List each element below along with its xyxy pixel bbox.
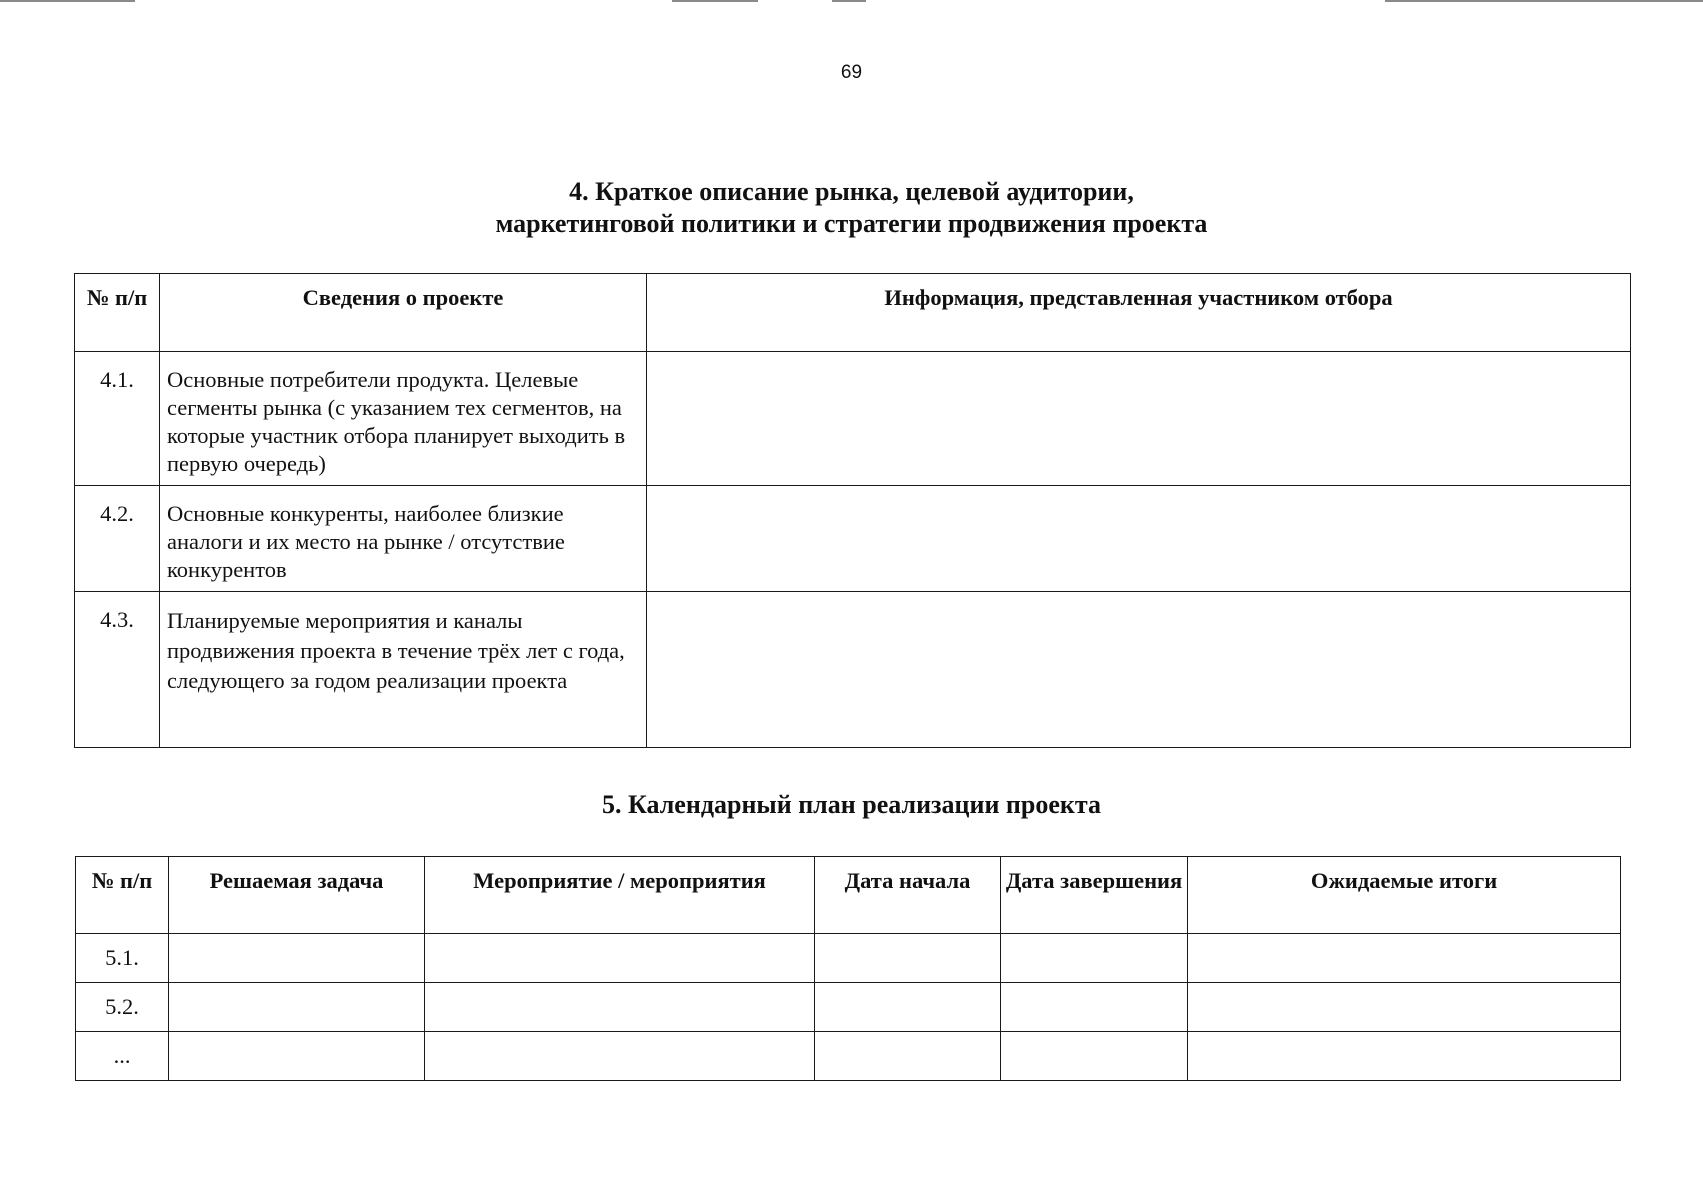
header-task: Решаемая задача — [169, 857, 425, 934]
page-number: 69 — [840, 62, 863, 83]
row-number: 5.1. — [76, 934, 169, 983]
row-number: 4.2. — [75, 486, 160, 592]
row-number: ... — [76, 1032, 169, 1081]
row-description: Основные потребители продукта. Целевые сегменты рынка (с указанием тех сегментов, на которые участник отбора планирует выходить в первую очередь) — [160, 352, 647, 486]
header-event: Мероприятие / мероприятия — [425, 857, 815, 934]
table-row — [75, 486, 1631, 592]
results-cell[interactable] — [1188, 1032, 1621, 1081]
table-header-row — [76, 857, 1621, 934]
task-cell[interactable] — [169, 1032, 425, 1081]
end-date-cell[interactable] — [1001, 1032, 1188, 1081]
section-4-heading — [0, 176, 1703, 240]
task-cell[interactable] — [169, 934, 425, 983]
start-date-cell[interactable] — [815, 1032, 1001, 1081]
event-cell[interactable] — [425, 934, 815, 983]
event-cell[interactable] — [425, 983, 815, 1032]
header-participant-info: Информация, представленная участником отбора — [647, 274, 1631, 352]
row-description: Планируемые мероприятия и каналы продвижения проекта в течение трёх лет с года, следующего за годом реализации проекта — [160, 592, 647, 748]
results-cell[interactable] — [1188, 983, 1621, 1032]
answer-cell[interactable] — [647, 352, 1631, 486]
header-project-info: Сведения о проекте — [160, 274, 647, 352]
scan-artifact — [832, 0, 866, 2]
header-end-date: Дата завершения — [1001, 857, 1188, 934]
section-5-heading: 5. Календарный план реализации проекта — [601, 790, 1101, 819]
table-row — [76, 1032, 1621, 1081]
scan-artifact — [0, 0, 135, 2]
header-expected-results: Ожидаемые итоги — [1188, 857, 1621, 934]
table-row — [76, 934, 1621, 983]
results-cell[interactable] — [1188, 934, 1621, 983]
header-num: № п/п — [76, 857, 169, 934]
answer-cell[interactable] — [647, 486, 1631, 592]
section-4-heading-line1: 4. Краткое описание рынка, целевой аудитории, — [569, 177, 1134, 206]
table-row — [75, 352, 1631, 486]
table-row — [75, 592, 1631, 748]
start-date-cell[interactable] — [815, 983, 1001, 1032]
market-description-table — [74, 273, 1631, 748]
scan-artifact — [672, 0, 758, 2]
table-header-row — [75, 274, 1631, 352]
start-date-cell[interactable] — [815, 934, 1001, 983]
end-date-cell[interactable] — [1001, 934, 1188, 983]
section-4-heading-line2: маркетинговой политики и стратегии продвижения проекта — [495, 209, 1208, 238]
scan-artifact — [1385, 0, 1703, 2]
event-cell[interactable] — [425, 1032, 815, 1081]
calendar-plan-table — [75, 856, 1621, 1081]
end-date-cell[interactable] — [1001, 983, 1188, 1032]
header-start-date: Дата начала — [815, 857, 1001, 934]
row-number: 5.2. — [76, 983, 169, 1032]
table-row — [76, 983, 1621, 1032]
row-number: 4.1. — [75, 352, 160, 486]
row-description: Основные конкуренты, наиболее близкие аналоги и их место на рынке / отсутствие конкурентов — [160, 486, 647, 592]
row-number: 4.3. — [75, 592, 160, 748]
answer-cell[interactable] — [647, 592, 1631, 748]
header-num: № п/п — [75, 274, 160, 352]
task-cell[interactable] — [169, 983, 425, 1032]
